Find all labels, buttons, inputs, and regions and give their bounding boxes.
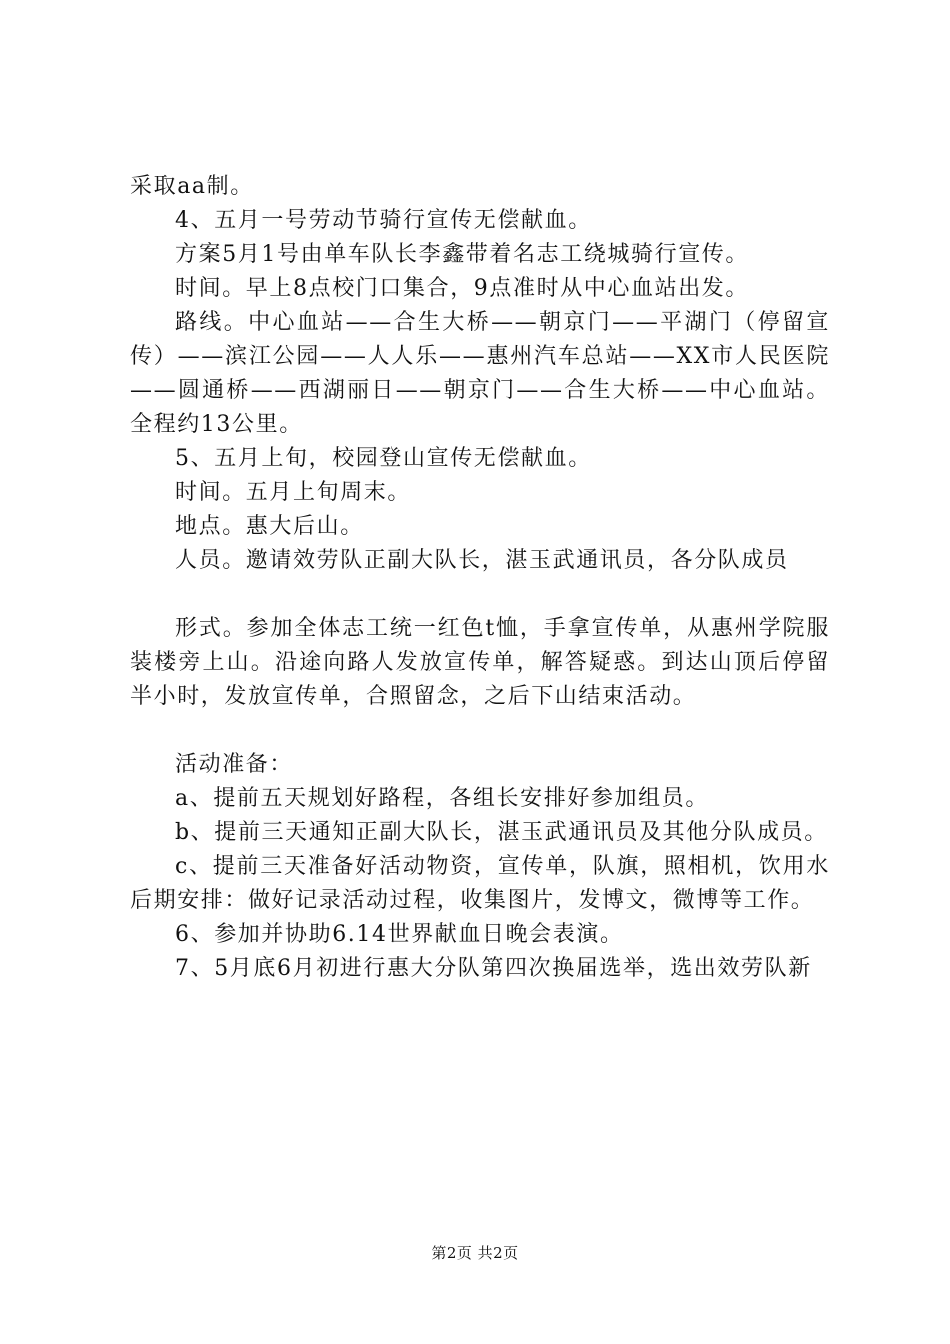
paragraph-item-4-time: 时间。早上8点校门口集合，9点准时从中心血站出发。 [175,276,749,301]
paragraph-item-5-heading: 5、五月上旬，校园登山宣传无偿献血。 [175,446,592,471]
paragraph-preparation-a: a、提前五天规划好路程，各组长安排好参加组员。 [175,786,709,811]
paragraph-item-5-time: 时间。五月上旬周末。 [175,480,412,505]
paragraph-preparation-b: b、提前三天通知正副大队长，湛玉武通讯员及其他分队成员。 [175,820,828,845]
paragraph-item-4-plan: 方案5月1号由单车队长李鑫带着名志工绕城骑行宣传。 [175,242,749,267]
paragraph-item-5-personnel: 人员。邀请效劳队正副大队长，湛玉武通讯员，各分队成员 [175,548,789,573]
paragraph-item-4-route: 路线。中心血站——合生大桥——朝京门——平湖门（停留宣传）——滨江公园——人人乐——惠州汽车总站——XX市人民医院——圆通桥——西湖丽日——朝京门——合生大桥——中心血站。全程约13公里。 [130,310,830,437]
paragraph-item-5-format: 形式。参加全体志工统一红色t恤，手拿宣传单，从惠州学院服装楼旁上山。沿途向路人发放宣传单，解答疑惑。到达山顶后停留半小时，发放宣传单，合照留念，之后下山结束活动。 [130,616,830,709]
page-number-footer: 第2页 共2页 [431,1244,519,1262]
paragraph-aa-system: 采取aa制。 [130,174,254,199]
paragraph-item-6: 6、参加并协助6.14世界献血日晚会表演。 [175,922,624,947]
document-body [130,170,830,986]
paragraph-preparation-heading: 活动准备： [175,752,294,777]
paragraph-item-7: 7、5月底6月初进行惠大分队第四次换届选举，选出效劳队新 [175,956,812,981]
paragraph-item-4-heading: 4、五月一号劳动节骑行宣传无偿献血。 [175,208,592,233]
paragraph-item-5-location: 地点。惠大后山。 [175,514,364,539]
paragraph-preparation-c: c、提前三天准备好活动物资，宣传单，队旗，照相机，饮用水后期安排：做好记录活动过程，收集图片，发博文，微博等工作。 [130,854,830,913]
